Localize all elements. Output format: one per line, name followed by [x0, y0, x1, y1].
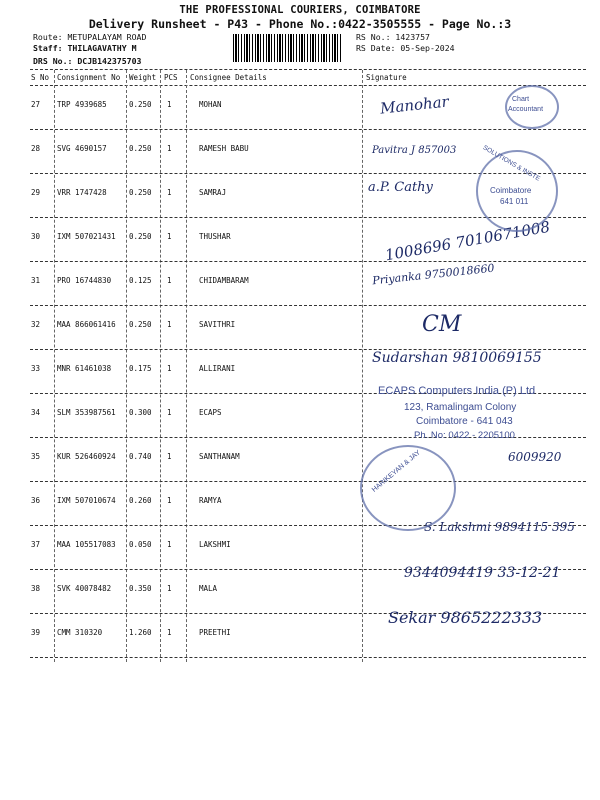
cell-sno: 38: [31, 584, 41, 593]
cell-sno: 31: [31, 276, 41, 285]
cell-weight: 0.250: [129, 232, 152, 241]
cell-pcs: 1: [167, 188, 172, 197]
cell-cons: VRR 1747428: [57, 188, 107, 197]
cell-sno: 30: [31, 232, 41, 241]
signature-27: Manohar: [379, 92, 450, 118]
row-divider: [30, 657, 586, 658]
cell-sno: 36: [31, 496, 41, 505]
staff-label: Staff: THILAGAVATHY M: [33, 43, 137, 53]
col-consignee: Consignee Details: [190, 73, 267, 82]
cell-pcs: 1: [167, 232, 172, 241]
table-row: [30, 86, 586, 129]
barcode: [233, 34, 343, 62]
cell-pcs: 1: [167, 144, 172, 153]
cell-sno: 37: [31, 540, 41, 549]
runsheet-title: Delivery Runsheet - P43 - Phone No.:0422-3505555 - Page No.:3: [88, 17, 512, 31]
table-row: [30, 306, 586, 349]
cell-cons: SLM 353987561: [57, 408, 116, 417]
cell-cons: IXM 507010674: [57, 496, 116, 505]
cell-weight: 0.350: [129, 584, 152, 593]
cell-name: SAMRAJ: [199, 188, 227, 197]
rs-date: RS Date: 05-Sep-2024: [356, 43, 455, 53]
cell-weight: 0.250: [129, 320, 152, 329]
signature-31: Priyanka 9750018660: [371, 261, 496, 288]
cell-cons: IXM 507021431: [57, 232, 116, 241]
solutions-stamp-text: SOLUTIONS & INSTE: [481, 144, 542, 183]
cell-cons: CMM 310320: [57, 628, 103, 637]
signature-28: Pavitra J 857003: [372, 145, 457, 156]
table-row: [30, 262, 586, 305]
cell-pcs: 1: [167, 452, 172, 461]
divider: [30, 69, 586, 70]
cell-cons: SVK 40078482: [57, 584, 112, 593]
signature-35: 6009920: [508, 450, 562, 464]
cell-weight: 0.250: [129, 188, 152, 197]
route-label: Route: METUPALAYAM ROAD: [33, 32, 147, 42]
company-title: THE PROFESSIONAL COURIERS, COIMBATORE: [179, 4, 421, 16]
cell-pcs: 1: [167, 276, 172, 285]
cell-name: MOHAN: [199, 100, 222, 109]
cell-name: MALA: [199, 584, 218, 593]
signature-38: 9344094419 33-12-21: [404, 565, 561, 581]
cell-cons: MNR 61461038: [57, 364, 112, 373]
cell-sno: 34: [31, 408, 41, 417]
signature-33: Sudarshan 9810069155: [372, 350, 542, 366]
cell-pcs: 1: [167, 408, 172, 417]
cell-weight: 0.300: [129, 408, 152, 417]
ca-stamp-text: Chart: [512, 96, 530, 103]
table-row: [30, 482, 586, 525]
cell-weight: 0.050: [129, 540, 152, 549]
cell-name: SANTHANAM: [199, 452, 240, 461]
cell-weight: 0.260: [129, 496, 152, 505]
col-sno: S No: [31, 73, 50, 82]
cell-pcs: 1: [167, 540, 172, 549]
cell-sno: 28: [31, 144, 41, 153]
col-consignment: Consignment No: [57, 73, 121, 82]
round-stamp-text: HARIKEYAN & JAY: [370, 449, 422, 494]
solutions-stamp-city: Coimbatore: [490, 186, 532, 195]
col-signature: Signature: [366, 73, 407, 82]
solutions-stamp-pin: 641 011: [500, 197, 529, 206]
signature-39: Sekar 9865222333: [388, 608, 543, 627]
col-pcs: PCS: [164, 73, 178, 82]
ecaps-stamp-name: ECAPS Computers India (P) Ltd: [378, 385, 536, 397]
cell-sno: 39: [31, 628, 41, 637]
table-row: [30, 438, 586, 481]
cell-name: ECAPS: [199, 408, 222, 417]
cell-name: RAMESH BABU: [199, 144, 249, 153]
cell-weight: 1.260: [129, 628, 152, 637]
cell-cons: MAA 866061416: [57, 320, 116, 329]
cell-sno: 32: [31, 320, 41, 329]
cell-pcs: 1: [167, 320, 172, 329]
signature-37: S. Lakshmi 9894115 395: [424, 520, 575, 534]
cell-sno: 29: [31, 188, 41, 197]
col-weight: Weight: [129, 73, 157, 82]
cell-weight: 0.250: [129, 144, 152, 153]
cell-pcs: 1: [167, 628, 172, 637]
cell-weight: 0.175: [129, 364, 152, 373]
cell-pcs: 1: [167, 584, 172, 593]
cell-weight: 0.125: [129, 276, 152, 285]
cell-sno: 33: [31, 364, 41, 373]
cell-name: SAVITHRI: [199, 320, 236, 329]
cell-name: THUSHAR: [199, 232, 231, 241]
cell-cons: TRP 4939685: [57, 100, 107, 109]
cell-pcs: 1: [167, 496, 172, 505]
cell-cons: SVG 4690157: [57, 144, 107, 153]
cell-name: PREETHI: [199, 628, 231, 637]
cell-name: LAKSHMI: [199, 540, 231, 549]
signature-29: a.P. Cathy: [368, 180, 433, 195]
cell-weight: 0.740: [129, 452, 152, 461]
ca-stamp-text: Accountant: [508, 106, 544, 113]
cell-sno: 27: [31, 100, 41, 109]
cell-cons: MAA 105517083: [57, 540, 116, 549]
cell-cons: PRO 16744830: [57, 276, 112, 285]
rs-number: RS No.: 1423757: [356, 32, 430, 42]
drs-number: DRS No.: DCJB142375703: [33, 56, 142, 66]
signature-32: CM: [422, 312, 462, 337]
cell-weight: 0.250: [129, 100, 152, 109]
cell-sno: 35: [31, 452, 41, 461]
ecaps-stamp-address: 123, Ramalingam Colony: [404, 402, 517, 413]
ecaps-stamp-city: Coimbatore - 641 043: [416, 416, 513, 427]
cell-name: CHIDAMBARAM: [199, 276, 249, 285]
cell-cons: KUR 526460924: [57, 452, 116, 461]
cell-name: RAMYA: [199, 496, 222, 505]
ecaps-stamp-phone: Ph. No: 0422 - 2205100: [414, 430, 515, 441]
cell-pcs: 1: [167, 100, 172, 109]
cell-name: ALLIRANI: [199, 364, 236, 373]
cell-pcs: 1: [167, 364, 172, 373]
signature-30: 1008696 7010671008: [383, 217, 552, 265]
